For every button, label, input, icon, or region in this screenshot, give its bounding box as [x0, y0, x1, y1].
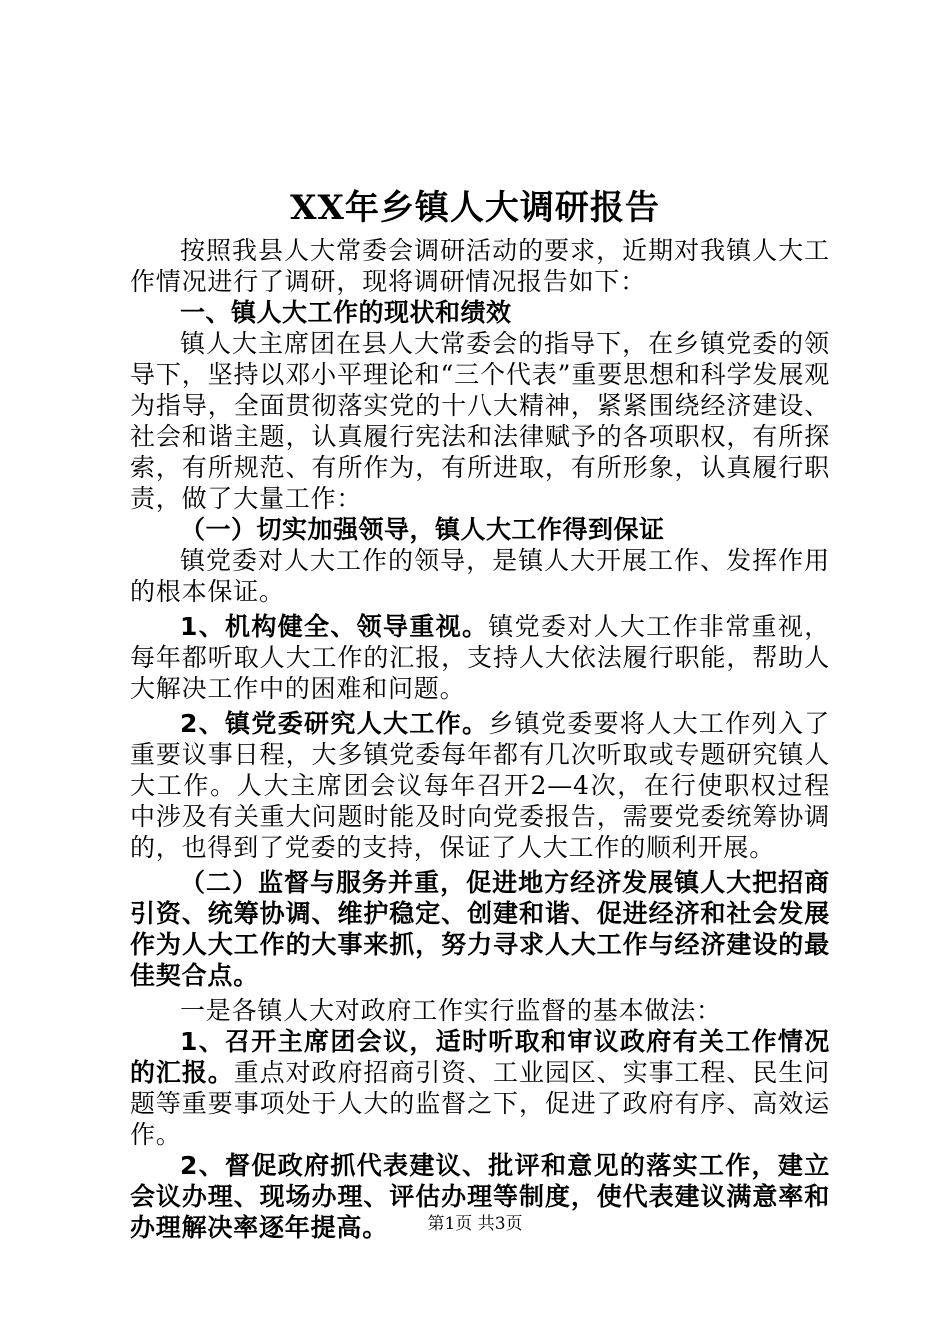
method-1-paragraph — [130, 1026, 830, 1150]
item-1-lead: 1、机构健全、领导重视。 — [180, 612, 489, 641]
method-1-text: 重点对政府招商引资、工业园区、实事工程、民生问题等重要事项处于人大的监督之下，促进了政府有序、高效运作。 — [130, 1058, 831, 1149]
item-1-text: 镇党委对人大工作非常重视，每年都听取人大工作的汇报，支持人大依法履行职能，帮助人大解决工作中的困难和问题。 — [130, 612, 830, 703]
item-1-paragraph — [130, 611, 830, 704]
document-body — [130, 235, 830, 1243]
subsection-1-paragraph: 镇党委对人大工作的领导，是镇人大开展工作、发挥作用的根本保证。 — [130, 546, 830, 606]
method-1-lead: 1、召开主席团会议，适时听取和审议政府有关工作情况的汇报。 — [130, 1027, 830, 1087]
intro-paragraph: 按照我县人大常委会调研活动的要求，近期对我镇人大工作情况进行了调研，现将调研情况报告如下： — [130, 236, 830, 296]
subsection-1-heading: （一）切实加强领导，镇人大工作得到保证 — [180, 515, 665, 544]
document-title: XX年乡镇人大调研报告 — [290, 188, 660, 228]
item-2-paragraph — [130, 708, 830, 863]
subsection-2-paragraph: （二）监督与服务并重，促进地方经济发展镇人大把招商引资、统筹协调、维护稳定、创建和谐、促进经济和社会发展作为人大工作的大事来抓，努力寻求人大工作与经济建设的最佳契合点。 — [130, 868, 830, 990]
item-2-text: 乡镇党委要将人大工作列入了重要议事日程，大多镇党委每年都有几次听取或专题研究镇人大工作。人大主席团会议每年召开2—4次，在行使职权过程中涉及有关重大问题时能及时向党委报告，需要党委统筹协调的，也得到了党委的支持，保证了人大工作的顺利开展。 — [130, 709, 830, 862]
section-1-paragraph: 镇人大主席团在县人大常委会的指导下，在乡镇党委的领导下，坚持以邓小平理论和“三个代表”重要思想和科学发展观为指导，全面贯彻落实党的十八大精神，紧紧围绕经济建设、社会和谐主题，认真履行宪法和法律赋予的各项职权，有所探索，有所规范、有所作为，有所进取，有所形象，认真履行职责，做了大量工作： — [130, 329, 830, 513]
section-1-heading: 一、镇人大工作的现状和绩效 — [180, 298, 512, 327]
page-footer: 第1页 共3页 — [427, 1214, 523, 1234]
item-2-lead: 2、镇党委研究人大工作。 — [180, 709, 489, 738]
basic-methods-line: 一是各镇人大对政府工作实行监督的基本做法： — [180, 996, 722, 1025]
method-2-paragraph: 2、督促政府抓代表建议、批评和意见的落实工作，建立会议办理、现场办理、评估办理等制度，使代表建议满意率和办理解决率逐年提高。 — [130, 1151, 830, 1242]
